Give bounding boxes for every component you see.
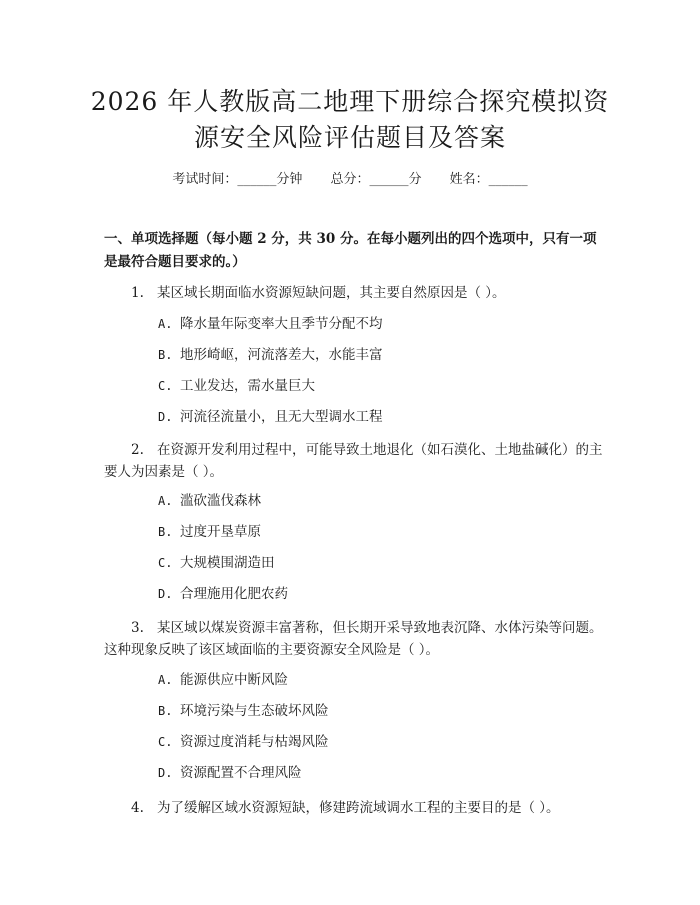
question-1 [131,282,611,304]
option-text: 滥砍滥伐森林 [180,493,261,509]
question-text: 某区域以煤炭资源丰富著称，但长期开采导致地表沉降、水体污染等问题。这种现象反映了该区域面临的主要资源安全风险是（ ）。 [104,620,603,658]
q2-option-a [158,491,261,511]
q3-option-a [158,670,288,690]
option-text: 地形崎岖，河流落差大，水能丰富 [180,347,383,363]
question-text: 在资源开发利用过程中，可能导致土地退化（如石漠化、土地盐碱化）的主要人为因素是（ ）。 [104,442,603,480]
question-text: 为了缓解区域水资源短缺，修建跨流域调水工程的主要目的是（ ）。 [157,800,560,816]
option-text: 过度开垦草原 [180,524,261,540]
q2-option-d [158,584,288,604]
option-text: 资源配置不合理风险 [180,765,302,781]
total-score-field: 总分：______分 [330,172,422,187]
q1-option-b [158,345,383,365]
question-text: 某区域长期面临水资源短缺问题，其主要自然原因是（ ）。 [157,285,506,301]
question-number: 3. [131,620,144,636]
q2-option-b [158,522,261,542]
q3-option-c [158,732,329,752]
option-text: 合理施用化肥农药 [180,586,288,602]
q1-option-c [158,376,315,396]
option-letter: D. [158,410,173,424]
option-letter: A. [158,673,173,687]
question-number: 2. [131,442,144,458]
section-heading-line-1: 一、单项选择题（每小题 2 分，共 30 分。在每小题列出的四个选项中，只有一项 [104,231,597,247]
question-3 [104,617,604,661]
option-text: 大规模围湖造田 [180,555,275,571]
option-letter: B. [158,348,173,362]
option-text: 河流径流量小，且无大型调水工程 [180,409,383,425]
section-heading-line-2: 是最符合题目要求的。） [104,254,246,270]
option-text: 降水量年际变率大且季节分配不均 [180,316,383,332]
option-letter: B. [158,704,173,718]
q1-option-d [158,407,383,427]
option-text: 能源供应中断风险 [180,672,288,688]
q1-option-a [158,314,383,334]
option-letter: D. [158,587,173,601]
doc-title-line-2: 源安全风险评估题目及答案 [193,123,506,152]
question-number: 1. [131,285,144,301]
option-letter: D. [158,766,173,780]
option-text: 工业发达，需水量巨大 [180,378,315,394]
option-letter: C. [158,379,173,393]
q3-option-d [158,763,302,783]
option-text: 环境污染与生态破坏风险 [180,703,329,719]
student-name-field: 姓名：______ [449,172,528,187]
q2-option-c [158,553,275,573]
option-letter: B. [158,525,173,539]
option-letter: C. [158,556,173,570]
option-letter: A. [158,494,173,508]
option-text: 资源过度消耗与枯竭风险 [180,734,329,750]
question-2 [104,439,604,483]
question-number: 4. [131,800,144,816]
exam-meta [0,168,700,187]
question-4 [131,797,611,819]
option-letter: C. [158,735,173,749]
exam-time-field: 考试时间：______分钟 [172,172,303,187]
doc-title-line-1: 2026 年人教版高二地理下册综合探究模拟资 [90,87,610,116]
option-letter: A. [158,317,173,331]
q3-option-b [158,701,329,721]
